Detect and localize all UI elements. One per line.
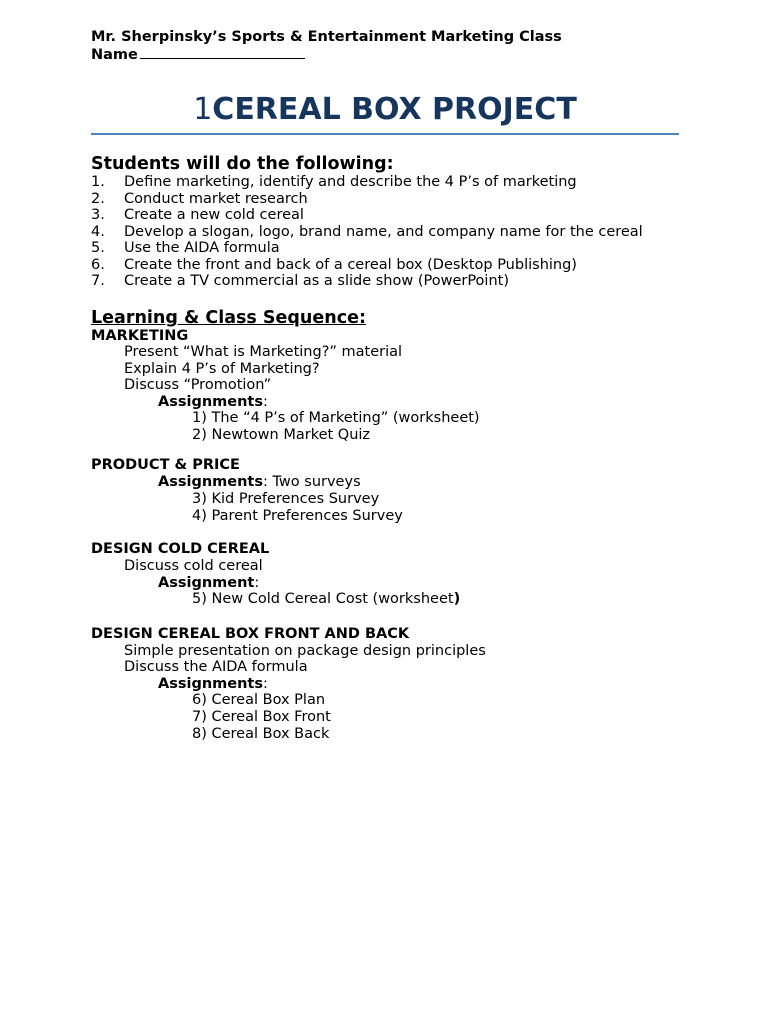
activity-line: Explain 4 P’s of Marketing? — [124, 361, 320, 377]
section-title-design-cereal: DESIGN COLD CEREAL — [91, 541, 270, 557]
list-text: Define marketing, identify and describe the 4 P’s of marketing — [124, 174, 577, 190]
section-title-design-box: DESIGN CEREAL BOX FRONT AND BACK — [91, 626, 410, 642]
activity-line: Discuss “Promotion” — [124, 377, 272, 393]
name-blank — [140, 46, 305, 59]
list-item — [91, 224, 643, 241]
title-divider — [91, 133, 679, 135]
assignments-suffix: : Two surveys — [262, 474, 361, 490]
list-item — [91, 191, 643, 208]
sequence-heading: Learning & Class Sequence: — [91, 308, 366, 328]
list-text: Use the AIDA formula — [124, 240, 280, 256]
assignment-item — [192, 591, 460, 608]
list-number: 2. — [91, 190, 105, 207]
assignments-label: Assignments — [158, 676, 263, 692]
assignments-line — [158, 394, 268, 411]
activity-line: Present “What is Marketing?” material — [124, 344, 403, 360]
objectives-list — [91, 174, 643, 290]
list-text: Conduct market research — [124, 190, 308, 207]
name-line — [91, 46, 305, 64]
assignment-close: ) — [453, 591, 461, 607]
assignment-item: 3) Kid Preferences Survey — [192, 491, 380, 507]
assignment-item: 6) Cereal Box Plan — [192, 692, 326, 708]
assignments-suffix: : — [262, 394, 268, 410]
assignments-label: Assignments — [158, 394, 263, 410]
page-title — [91, 90, 679, 130]
assignment-item: 1) The “4 P’s of Marketing” (worksheet) — [192, 410, 480, 426]
list-item — [91, 207, 643, 224]
list-item — [91, 257, 643, 274]
assignments-line — [158, 474, 361, 491]
list-text: Create a TV commercial as a slide show (PowerPoint) — [124, 273, 509, 289]
assignment-text: 5) New Cold Cereal Cost (worksheet — [192, 591, 454, 607]
list-item — [91, 273, 643, 290]
assignment-item: 8) Cereal Box Back — [192, 726, 330, 742]
list-number: 1. — [91, 174, 105, 190]
list-item — [91, 174, 643, 191]
activity-line: Discuss cold cereal — [124, 558, 263, 574]
list-number: 4. — [91, 223, 105, 240]
class-line: Mr. Sherpinsky’s Sports & Entertainment Marketing Class — [91, 29, 562, 45]
name-label: Name — [91, 47, 138, 63]
title-text: CEREAL BOX PROJECT — [212, 92, 577, 127]
list-number: 6. — [91, 256, 105, 273]
assignment-item: 2) Newtown Market Quiz — [192, 427, 371, 443]
activity-line: Simple presentation on package design principles — [124, 643, 486, 659]
title-number: 1 — [193, 92, 213, 127]
list-number: 7. — [91, 273, 105, 289]
list-number: 5. — [91, 240, 105, 256]
assignment-item: 7) Cereal Box Front — [192, 709, 331, 725]
assignments-line — [158, 575, 259, 592]
list-item — [91, 240, 643, 257]
assignments-suffix: : — [262, 676, 268, 692]
objectives-heading: Students will do the following: — [91, 154, 394, 174]
list-text: Create the front and back of a cereal box (Desktop Publishing) — [124, 256, 577, 273]
assignments-label: Assignment — [158, 575, 255, 591]
activity-line: Discuss the AIDA formula — [124, 659, 308, 675]
assignments-label: Assignments — [158, 474, 263, 490]
section-title-marketing: MARKETING — [91, 328, 189, 344]
assignment-item: 4) Parent Preferences Survey — [192, 508, 403, 524]
list-text: Create a new cold cereal — [124, 207, 304, 223]
list-number: 3. — [91, 207, 105, 223]
list-text: Develop a slogan, logo, brand name, and company name for the cereal — [124, 223, 643, 240]
assignments-line — [158, 676, 268, 693]
section-title-product-price: PRODUCT & PRICE — [91, 457, 240, 473]
assignments-suffix: : — [254, 575, 260, 591]
